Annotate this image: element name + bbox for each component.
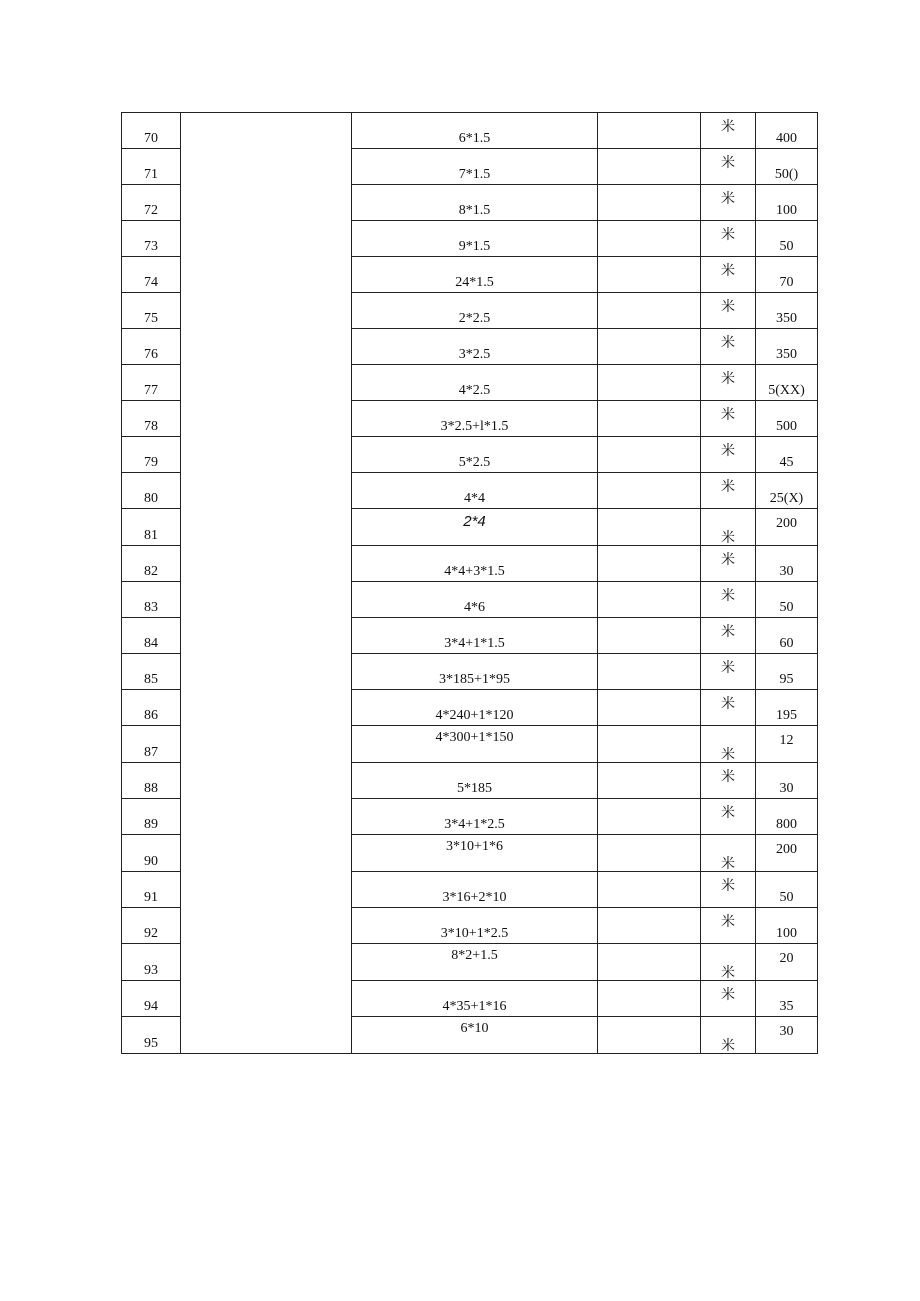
unit-cell: 米 — [701, 944, 756, 981]
quantity-cell: 45 — [756, 437, 818, 473]
spec-cell: 6*1.5 — [352, 113, 598, 149]
quantity-cell: 5(XX) — [756, 365, 818, 401]
row-number-cell: 94 — [122, 981, 181, 1017]
empty-cell — [598, 872, 701, 908]
unit-cell: 米 — [701, 981, 756, 1017]
empty-cell — [598, 149, 701, 185]
unit-cell: 米 — [701, 185, 756, 221]
spec-cell: 5*2.5 — [352, 437, 598, 473]
spec-cell: 3*2.5+l*1.5 — [352, 401, 598, 437]
row-number-cell: 72 — [122, 185, 181, 221]
empty-cell — [598, 726, 701, 763]
spec-cell: 2*2.5 — [352, 293, 598, 329]
row-number-cell: 79 — [122, 437, 181, 473]
row-number-cell: 91 — [122, 872, 181, 908]
spec-cell: 4*240+1*120 — [352, 690, 598, 726]
quantity-cell: 70 — [756, 257, 818, 293]
spec-cell: 2*4 — [352, 509, 598, 546]
empty-cell — [598, 582, 701, 618]
unit-cell: 米 — [701, 654, 756, 690]
quantity-cell: 30 — [756, 763, 818, 799]
unit-cell: 米 — [701, 293, 756, 329]
quantity-cell: 30 — [756, 1017, 818, 1054]
unit-cell: 米 — [701, 690, 756, 726]
empty-cell — [598, 113, 701, 149]
row-number-cell: 95 — [122, 1017, 181, 1054]
quantity-cell: 500 — [756, 401, 818, 437]
quantity-cell: 200 — [756, 835, 818, 872]
row-number-cell: 80 — [122, 473, 181, 509]
quantity-cell: 12 — [756, 726, 818, 763]
spec-cell: 4*300+1*150 — [352, 726, 598, 763]
unit-cell: 米 — [701, 365, 756, 401]
unit-cell: 米 — [701, 113, 756, 149]
spec-cell: 3*10+1*2.5 — [352, 908, 598, 944]
material-table — [121, 112, 818, 1054]
spec-cell: 3*2.5 — [352, 329, 598, 365]
row-number-cell: 82 — [122, 546, 181, 582]
quantity-cell: 100 — [756, 908, 818, 944]
quantity-cell: 20 — [756, 944, 818, 981]
empty-cell — [598, 763, 701, 799]
empty-cell — [598, 1017, 701, 1054]
quantity-cell: 25(X) — [756, 473, 818, 509]
spec-cell: 4*35+1*16 — [352, 981, 598, 1017]
row-number-cell: 71 — [122, 149, 181, 185]
quantity-cell: 350 — [756, 293, 818, 329]
row-number-cell: 86 — [122, 690, 181, 726]
row-number-cell: 90 — [122, 835, 181, 872]
empty-cell — [598, 690, 701, 726]
unit-cell: 米 — [701, 618, 756, 654]
quantity-cell: 100 — [756, 185, 818, 221]
empty-cell — [598, 437, 701, 473]
row-number-cell: 74 — [122, 257, 181, 293]
quantity-cell: 50 — [756, 872, 818, 908]
empty-cell — [598, 365, 701, 401]
row-number-cell: 76 — [122, 329, 181, 365]
empty-cell — [598, 509, 701, 546]
unit-cell: 米 — [701, 149, 756, 185]
spec-cell: 9*1.5 — [352, 221, 598, 257]
empty-cell — [598, 293, 701, 329]
spec-cell: 3*10+1*6 — [352, 835, 598, 872]
row-number-cell: 89 — [122, 799, 181, 835]
empty-cell — [598, 473, 701, 509]
row-number-cell: 78 — [122, 401, 181, 437]
unit-cell: 米 — [701, 1017, 756, 1054]
spec-cell: 8*1.5 — [352, 185, 598, 221]
row-number-cell: 93 — [122, 944, 181, 981]
spec-cell: 4*4 — [352, 473, 598, 509]
spec-cell: 24*1.5 — [352, 257, 598, 293]
empty-cell — [598, 546, 701, 582]
row-number-cell: 92 — [122, 908, 181, 944]
quantity-cell: 30 — [756, 546, 818, 582]
unit-cell: 米 — [701, 221, 756, 257]
spec-cell: 4*6 — [352, 582, 598, 618]
spec-cell: 4*4+3*1.5 — [352, 546, 598, 582]
quantity-cell: 350 — [756, 329, 818, 365]
row-number-cell: 87 — [122, 726, 181, 763]
table-body — [122, 113, 818, 1054]
spec-cell: 3*4+1*2.5 — [352, 799, 598, 835]
unit-cell: 米 — [701, 329, 756, 365]
unit-cell: 米 — [701, 726, 756, 763]
empty-cell — [598, 908, 701, 944]
row-number-cell: 75 — [122, 293, 181, 329]
unit-cell: 米 — [701, 437, 756, 473]
unit-cell: 米 — [701, 908, 756, 944]
quantity-cell: 195 — [756, 690, 818, 726]
item-name-cell — [181, 113, 352, 1054]
unit-cell: 米 — [701, 763, 756, 799]
quantity-cell: 35 — [756, 981, 818, 1017]
spec-cell: 3*185+1*95 — [352, 654, 598, 690]
empty-cell — [598, 799, 701, 835]
quantity-cell: 200 — [756, 509, 818, 546]
empty-cell — [598, 618, 701, 654]
quantity-cell: 50 — [756, 582, 818, 618]
unit-cell: 米 — [701, 582, 756, 618]
empty-cell — [598, 835, 701, 872]
spec-cell: 7*1.5 — [352, 149, 598, 185]
quantity-cell: 50 — [756, 221, 818, 257]
unit-cell: 米 — [701, 509, 756, 546]
spec-cell: 5*185 — [352, 763, 598, 799]
quantity-cell: 800 — [756, 799, 818, 835]
empty-cell — [598, 654, 701, 690]
quantity-cell: 50() — [756, 149, 818, 185]
row-number-cell: 85 — [122, 654, 181, 690]
row-number-cell: 88 — [122, 763, 181, 799]
unit-cell: 米 — [701, 835, 756, 872]
quantity-cell: 60 — [756, 618, 818, 654]
spec-cell: 4*2.5 — [352, 365, 598, 401]
empty-cell — [598, 221, 701, 257]
unit-cell: 米 — [701, 401, 756, 437]
unit-cell: 米 — [701, 257, 756, 293]
row-number-cell: 73 — [122, 221, 181, 257]
empty-cell — [598, 981, 701, 1017]
spec-cell: 8*2+1.5 — [352, 944, 598, 981]
quantity-cell: 400 — [756, 113, 818, 149]
empty-cell — [598, 401, 701, 437]
unit-cell: 米 — [701, 799, 756, 835]
spec-cell: 3*4+1*1.5 — [352, 618, 598, 654]
spec-cell: 3*16+2*10 — [352, 872, 598, 908]
row-number-cell: 70 — [122, 113, 181, 149]
unit-cell: 米 — [701, 872, 756, 908]
quantity-cell: 95 — [756, 654, 818, 690]
unit-cell: 米 — [701, 473, 756, 509]
table-row — [122, 113, 818, 149]
empty-cell — [598, 257, 701, 293]
row-number-cell: 84 — [122, 618, 181, 654]
row-number-cell: 77 — [122, 365, 181, 401]
row-number-cell: 81 — [122, 509, 181, 546]
unit-cell: 米 — [701, 546, 756, 582]
empty-cell — [598, 944, 701, 981]
row-number-cell: 83 — [122, 582, 181, 618]
empty-cell — [598, 185, 701, 221]
empty-cell — [598, 329, 701, 365]
spec-cell: 6*10 — [352, 1017, 598, 1054]
